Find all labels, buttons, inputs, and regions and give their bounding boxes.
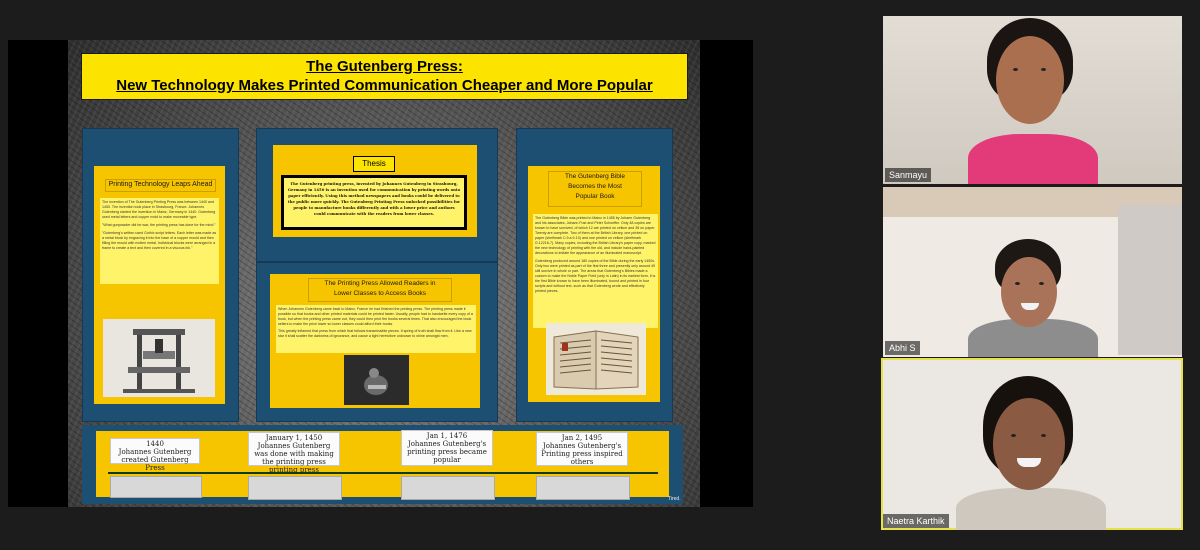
middle-heading-line1: The Printing Press Allowed Readers in (324, 280, 436, 287)
gutenberg-bible-image (546, 323, 646, 395)
middle-heading-line2: Lower Classes to Access Books (333, 290, 427, 297)
participant-body (968, 134, 1098, 184)
thesis-label: Thesis (353, 156, 395, 172)
right-panel-body2: Gutenberg produced around 180 copies of the Bible during the early 1450s. Only two were printed as part of the first three and presently only around 49 still survive in whole or part. The areas that Gutenberg's Bibles made a custom to make the Noble Paper Field (only in Latin) in its earliest form, it is the first Bible known to have been illuminated, bound and printed in four scripts and without text, such as that Gutenberg wrote and effectively printed pieces. (535, 259, 656, 293)
reader-image (344, 355, 409, 405)
timeline-date-2: January 1, 1450 (265, 434, 323, 442)
middle-panel-heading (308, 278, 452, 302)
eye-icon (1041, 434, 1046, 437)
timeline-date-1: 1440 (146, 440, 164, 448)
timeline-date-3: Jan 1, 1476 (426, 432, 468, 440)
right-heading-line1: The Gutenberg Bible (565, 173, 625, 180)
timeline-line (108, 472, 658, 474)
left-panel-text (100, 198, 219, 284)
left-panel-body: The invention of The Gutenberg Printing Press was between 1440 and 1450. The invention took place in Strasbourg, France. Johannes Gutenberg started the invention in Mainz, Germany in 1440. Gutenberg used metal letters and copper mold to make moveable type. (102, 200, 216, 219)
gutenberg-poster (68, 40, 700, 507)
participant-face (996, 36, 1064, 124)
participant-face (993, 398, 1065, 490)
timeline-image-4 (536, 476, 630, 500)
timeline-text-4: Johannes Gutenberg's Printing press inspired others (541, 442, 623, 466)
right-heading-line3: Popular Book (575, 193, 615, 200)
left-panel-body2: "Gutenberg's written used Gothic script letters. Each letter was made as a metal block by engraving it into the base of a copper mould and then filling the mould with molten metal. Individual blocks were arranged in a frame to create a text and then covered in a viscous ink." (102, 231, 217, 250)
timeline-text-2: Johannes Gutenberg was done with making the printing press printing press (254, 442, 334, 474)
eye-icon (1041, 68, 1046, 71)
timeline-card-2 (248, 432, 340, 474)
timeline-card-1 (110, 438, 200, 472)
timeline-date-4: Jan 2, 1495 (561, 434, 603, 442)
participant-tile-1[interactable] (883, 16, 1182, 184)
left-panel-heading: Printing Technology Leaps Ahead (105, 179, 216, 192)
eye-icon (1039, 282, 1044, 285)
eye-icon (1011, 434, 1016, 437)
eye-icon (1015, 282, 1020, 285)
poster-subtitle: New Technology Makes Printed Communication Cheaper and More Popular (116, 77, 653, 94)
participant-name-label: Sanmayu (885, 168, 931, 182)
left-panel-quote: "What gunpowder did for war, the printing press has done for the mind." (102, 223, 216, 227)
middle-panel-body2: This greatly inflamed that press from which that follows transmissible pieces. It spring of truth shall flow from it. Like a new star it shall scatter the darkness of ignorance, and cause a light heretofore unknown to shine amongst men. (278, 329, 472, 338)
printing-press-image (103, 319, 215, 397)
timeline-text-3: Johannes Gutenberg's printing press became popular (407, 440, 487, 464)
eye-icon (1013, 68, 1018, 71)
poster-title-box (81, 53, 688, 100)
thesis-text: The Gutenberg printing press, invented by Johannes Gutenberg in Strasbourg, Germany in 1450 is an invention used for communication by printing words onto paper efficiently. Using this method newspapers and books could be delivered to the public more quickly. The Gutenberg Printing Press unlocked possibilities for people to manufacture books differently and with a lower price and authors could communicate with the readers from lower classes. (281, 175, 467, 230)
participant-smile (1017, 458, 1041, 467)
middle-panel-body: When Johannes Gutenberg came back to Mainz, France he had finished the printing press. The printing press made it possible so that books and other printed materials could be printed faster. Usually, people had to handwrite every copy of a book, but when the printing press came out, they could then print the books several times. That also encouraged the book sellers to make the price lower so lower classes could afford their books. (278, 307, 473, 326)
shared-screen (8, 40, 753, 507)
timeline-text-1: Johannes Gutenberg created Gutenberg Press (118, 448, 192, 472)
participant-face (1001, 257, 1057, 327)
participant-name-label: Naetra Karthik (883, 514, 949, 528)
right-panel-body: The Gutenberg Bible was printed in Mainz in 1455 by Johann Gutenberg and his associates, Johann Fust and Peter Schoeffer. Only 48 copies are known to have survived, of which 12 are printed on vellum and 36 on paper. Twenty are complete. Two of them at the British Library, one printed on paper (shelfmark C.9.a.9-10) and one printed on vellum (shelfmark G.12216-7). Many copies, including the British Library's paper copy, marked the new technology of printing with the old, and include hand-painted decorations to imitate the appearance of an illuminated manuscript. (535, 216, 656, 255)
participant-tile-2[interactable] (883, 187, 1182, 357)
video-background-curtain (1118, 205, 1182, 355)
timeline-image-3 (401, 476, 495, 500)
timeline-card-4 (536, 432, 628, 466)
poster-credit: Tired. (668, 496, 681, 502)
poster-title: The Gutenberg Press: (306, 58, 463, 75)
right-panel-heading (548, 171, 642, 207)
timeline-card-3 (401, 430, 493, 466)
middle-panel-text (276, 305, 476, 353)
right-panel-text (533, 214, 658, 328)
participant-name-label: Abhi S (885, 341, 920, 355)
right-heading-line2: Becomes the Most (568, 183, 622, 190)
timeline-image-1 (110, 476, 202, 498)
participant-tile-3[interactable] (881, 358, 1183, 530)
participant-body (956, 488, 1106, 530)
timeline-image-2 (248, 476, 342, 500)
